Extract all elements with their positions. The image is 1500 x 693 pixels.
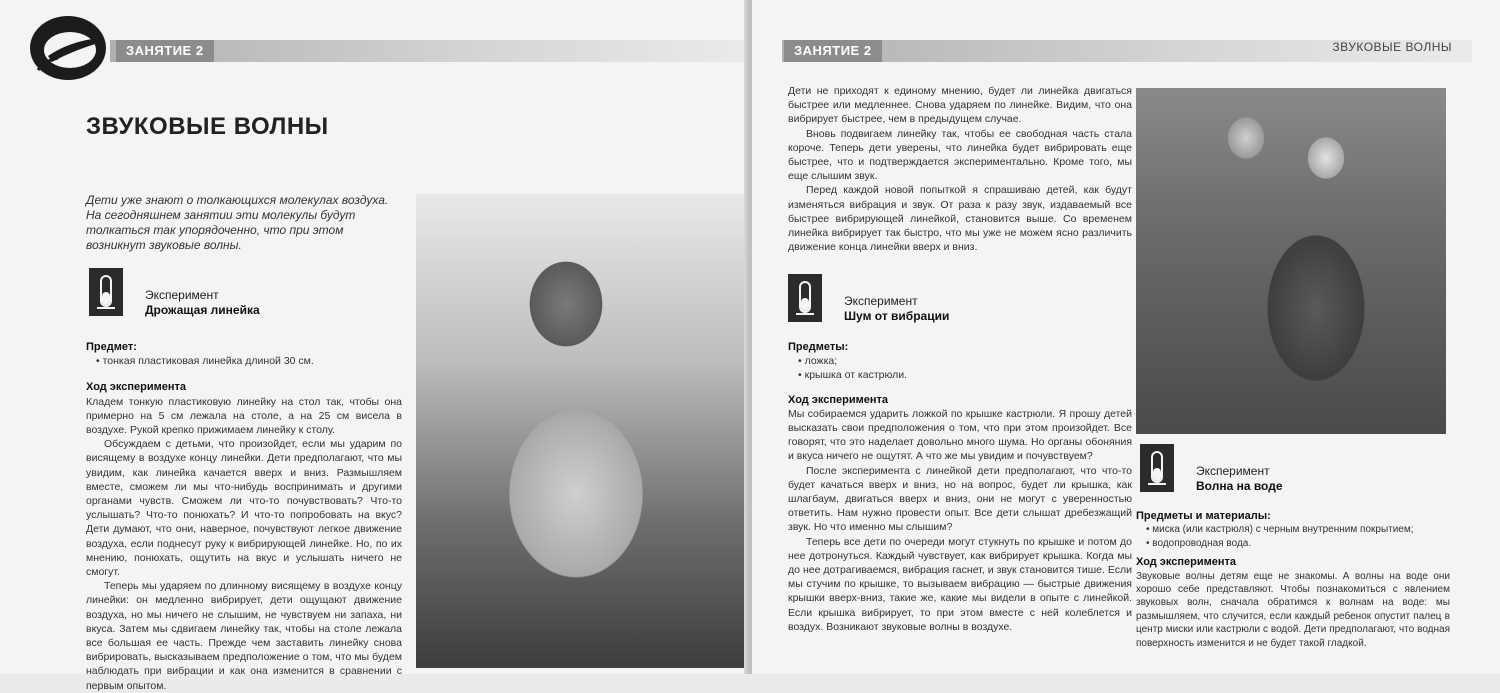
procedure-heading: Ход эксперимента xyxy=(788,393,889,406)
experiment-name: Волна на воде xyxy=(1196,479,1283,493)
right-middle-column xyxy=(788,340,1132,634)
header-tag: ЗАНЯТИЕ 2 xyxy=(784,40,882,62)
subjects-heading: Предметы и материалы: xyxy=(1136,510,1271,522)
paragraph: Вновь подвигаем линейку так, чтобы ее свободная часть стала короче. Теперь дети уверены, что линейка будет вибрировать еще быстрее, что и подтверждается экспериментально. Кроме того, мы еще слышим звук. xyxy=(788,127,1132,183)
paragraph: Дети не приходят к единому мнению, будет ли линейка двигаться быстрее или медленнее. Снова ударяем по линейке. Видим, что она вибрирует быстрее, чем в предыдущем случае. xyxy=(788,85,1132,126)
test-tube-icon xyxy=(89,268,123,316)
left-text-column xyxy=(86,340,402,693)
header-tag: ЗАНЯТИЕ 2 xyxy=(116,40,214,62)
hand-tuning-fork-icon xyxy=(28,12,118,82)
paragraph: После эксперимента с линейкой дети предполагают, что что-то будет качаться вверх и вниз, но на вопрос, будет ли крышка, как шлагбаум, двигаться вверх и вниз, они не могут с уверенностью ответить. Нам нужно провести опыт. Все дети слышат дребезжащий звук. Но что именно мы слышим? xyxy=(788,464,1132,534)
subject-list xyxy=(86,354,402,368)
paragraph: Кладем тонкую пластиковую линейку на стол так, чтобы она примерно на 5 см лежала на столе, а на 25 см висела в воздухе. Рукой крепко прижимаем линейку к столу. xyxy=(86,395,402,437)
list-item: • ложка; xyxy=(798,354,1132,368)
paragraph: Звуковые волны детям еще не знакомы. А волны на воде они хорошо себе представляют. Чтобы познакомиться с явлением звуковых волн, сначала обратимся к волнам на воде: мы размышляем, что случится, если каждый ребенок опустит палец в центр миски или кастрюли с водой. Дети предполагают, что водная поверхность изменится и не будет такой гладкой. xyxy=(1136,570,1450,649)
right-page xyxy=(752,0,1500,674)
running-title: ЗВУКОВЫЕ ВОЛНЫ xyxy=(1332,40,1452,54)
list-item: • водопроводная вода. xyxy=(1146,537,1450,550)
experiment-name: Шум от вибрации xyxy=(844,309,950,323)
paragraph: Мы собираемся ударить ложкой по крышке кастрюли. Я прошу детей высказать свои предположения о том, что при этом произойдет. Все говорят, что это наделает довольно много шума. Но органы обоняния и вкуса ничего не ощутят. А что же мы увидим и почувствуем? xyxy=(788,407,1132,463)
list-item: • миска (или кастрюля) с черным внутренним покрытием; xyxy=(1146,523,1450,536)
paragraph: Теперь мы ударяем по длинному висящему в воздухе концу линейки: он медленно вибрирует, дети ощущают движение воздуха, но мы ничего не слышим, не чувствуем ни запаха, ни вкуса. Затем мы сдвигаем линейку так, чтобы на столе лежала все большая ее часть. Прежде чем заставить линейку снова вибрировать, высказываем предположение о том, что мы будем наблюдать при вибрации и как она изменится в сравнении с первым опытом. xyxy=(86,580,402,692)
subjects-list xyxy=(1136,523,1450,550)
test-tube-icon xyxy=(1140,444,1174,492)
subjects-heading: Предметы: xyxy=(788,341,849,353)
list-item: • тонкая пластиковая линейка длиной 30 см. xyxy=(96,354,402,368)
photo-girl-with-ruler xyxy=(416,194,746,668)
paragraph: Перед каждой новой попыткой я спрашиваю детей, как будут изменяться вибрация и звук. От раза к разу звук, издаваемый все быстрее вибрирующей линейкой, становится выше. Со временем линейка вибрирует так быстро, что мы уже не можем ясно различить движение конца линейки вверх и вниз. xyxy=(788,184,1132,254)
photo-children-with-lid xyxy=(1136,88,1446,434)
page-title: ЗВУКОВЫЕ ВОЛНЫ xyxy=(86,113,329,140)
experiment-kind: Эксперимент xyxy=(145,288,219,302)
procedure-heading: Ход эксперимента xyxy=(1136,556,1237,569)
paragraph: Теперь все дети по очереди могут стукнуть по крышке и потом до нее дотронуться. Каждый чувствует, как вибрирует крышка. Когда мы до нее дотрагиваемся, вибрация гаснет, и звук становится тише. Если мы стучим по крышке, то вызываем вибрацию — быстрые движения крышки вверх-вниз, такие же, какие мы видели в опыте с линейкой. Если крышка вибрирует, то при этом вместе с ней колеблется и воздух. Возникают звуковые волны в воздухе. xyxy=(788,535,1132,633)
subject-heading: Предмет: xyxy=(86,341,137,353)
subjects-list xyxy=(788,354,1132,382)
right-bottom-column xyxy=(1136,510,1450,650)
right-top-column xyxy=(788,84,1132,254)
experiment-name: Дрожащая линейка xyxy=(145,303,260,317)
intro-text: Дети уже знают о толкающихся молекулах воздуха. На сегодняшнем занятии эти молекулы будут толкаться так упорядоченно, что при этом возникнут звуковые волны. xyxy=(86,193,389,252)
paragraph: Обсуждаем с детьми, что произойдет, если мы ударим по висящему в воздухе концу линейки. Дети предполагают, что мы увидим, как линейка качается вверх и вниз. Размышляем вместе, сможем ли мы что-нибудь воспринимать и другими органами чувств. Сможем ли что-то почувствовать? Что-то услышать? Что-то понюхать? И что-то попробовать на вкус? Дети думают, что они, наверное, почувствуют легкое движение воздуха, если поднесут руку к вибрирующей линейке. Но, по их мнению, понюхать, ощутить на вкус и услышать ничего не смогут. xyxy=(86,438,402,579)
experiment-kind: Эксперимент xyxy=(844,294,918,308)
procedure-heading: Ход эксперимента xyxy=(86,381,187,394)
experiment-kind: Эксперимент xyxy=(1196,464,1270,478)
list-item: • крышка от кастрюли. xyxy=(798,368,1132,382)
test-tube-icon xyxy=(788,274,822,322)
left-page xyxy=(0,0,748,692)
